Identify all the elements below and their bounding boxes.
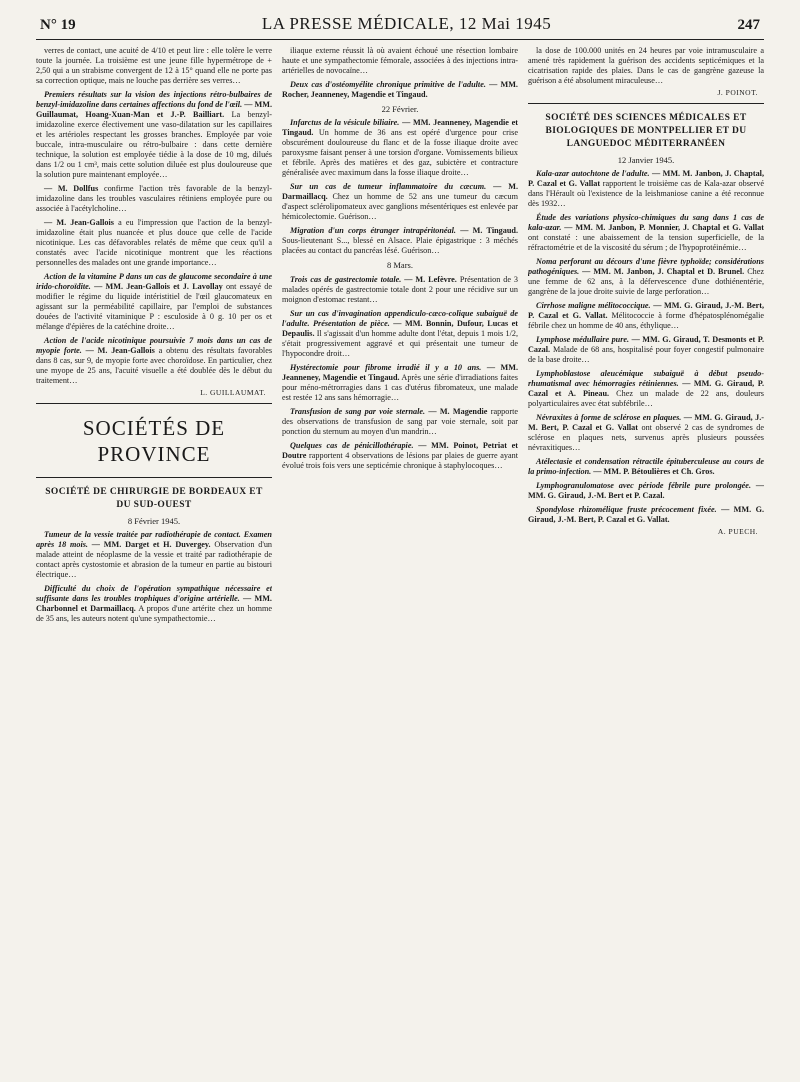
society-heading: SOCIÉTÉ DE CHIRURGIE DE BORDEAUX ET DU SUD-OUEST bbox=[45, 487, 263, 511]
article-entry bbox=[36, 530, 272, 580]
signature: L. GUILLAUMAT. bbox=[200, 388, 266, 397]
article-title: Premiers résultats sur la vision des injections rétro-bulbaires de benzyl-imidazoline dans certaines affections du fond de l'œil. bbox=[36, 90, 272, 109]
divider bbox=[528, 103, 764, 104]
article-authors: — MM. Darget et H. Duvergey. bbox=[91, 540, 211, 550]
article-body: rapporte des observations de transfusion de sang par voie sternale, soit par ponction du sternum au moyen d'un mandrin… bbox=[282, 406, 518, 436]
signature: J. POINOT. bbox=[717, 88, 758, 97]
article-entry bbox=[528, 335, 764, 365]
article-authors: — MM. M. Janbon, J. Chaptal et D. Brunel. bbox=[582, 266, 745, 276]
article-title: Trois cas de gastrectomie totale. bbox=[290, 274, 402, 284]
article-authors: — M. Darmaillacq. bbox=[282, 182, 518, 202]
article-body: Chez un homme de 52 ans une tumeur du cæcum d'aspect sclérolipomateux avec ganglions mésentériques est enlevée par hémicolectomie. Guérison… bbox=[282, 192, 518, 222]
article-entry bbox=[282, 226, 518, 256]
article-authors: — MM. P. Bétoulières et Ch. Gros. bbox=[593, 466, 715, 476]
article-title: Lymphogranulomatose avec période fébrile pure prolongée. bbox=[536, 480, 751, 490]
article-entry bbox=[36, 584, 272, 624]
issue-number: N° 19 bbox=[40, 17, 76, 33]
article-title: Atélectasie et condensation rétractile épituberculeuse au cours de la primo-infection. bbox=[528, 456, 764, 476]
article-entry bbox=[282, 309, 518, 359]
article-body: A propos d'une artérite chez un homme de 35 ans, les auteurs notent qu'une sympathectomie… bbox=[36, 604, 272, 624]
article-title: Migration d'un corps étranger intrapéritonéal. bbox=[290, 226, 456, 236]
article-entry bbox=[282, 363, 518, 403]
masthead bbox=[36, 10, 764, 40]
article-title: Infarctus de la vésicule biliaire. bbox=[290, 118, 400, 128]
article-title: Action de la vitamine P dans un cas de glaucome secondaire à une irido-choroïdite. bbox=[36, 272, 272, 291]
column-2 bbox=[282, 46, 518, 1076]
article-title: Sur un cas d'invagination appendiculo-cæco-colique subaiguë de l'adulte. Présentation de pièce. bbox=[282, 308, 518, 328]
article-entry bbox=[36, 184, 272, 214]
article-body: Sous-lieutenant S..., blessé en Alsace. Plaie épigastrique : 3 méchés placées au contact du pancréas lésé. Guérison… bbox=[282, 236, 518, 256]
article-entry bbox=[528, 413, 764, 453]
article-title: Hystérectomie pour fibrome irradié il y a 10 ans. bbox=[290, 362, 482, 372]
article-entry bbox=[282, 80, 518, 100]
article-body: Après une série d'irradiations faites pour méno-métrorragies dans 1 cas d'utérus fibromateux, une malade est restée 12 ans sans hémorragie… bbox=[282, 372, 518, 402]
article-authors: — M. Dollfus bbox=[44, 184, 99, 193]
article-authors: — MM. Charbonnel et Darmaillacq. bbox=[36, 594, 272, 614]
article-authors: — MM. Guillaumat, Hoang-Xuan-Man et J.-P. Bailliart. bbox=[36, 100, 272, 119]
article-body: Un homme de 36 ans est opéré d'urgence pour crise obscurément douloureuse du flanc et de la fosse iliaque droite avec paroxysme faisant penser à une torsion d'organe. Vomissements bilieux et fébrile. Après des matières et des gaz, subictère et contracture généralisée avec maximum dans la fosse iliaque droite… bbox=[282, 128, 518, 178]
section-banner: SOCIÉTÉS DE PROVINCE bbox=[82, 416, 226, 466]
article-entry bbox=[528, 481, 764, 501]
article-authors: — M. Magendie bbox=[428, 406, 488, 416]
article-title: Étude des variations physico-chimiques du sang dans 1 cas de kala-azar. bbox=[528, 212, 764, 232]
article-title: Transfusion de sang par voie sternale. bbox=[290, 406, 426, 416]
article-body: Chez une femme de 62 ans, à la défervescence d'une dothiénentérie, gangrène de la joue droite suivie de large perforation… bbox=[528, 266, 764, 296]
article-entry bbox=[282, 275, 518, 305]
article-authors: — MM. G. Giraud, T. Desmonts et P. Cazal. bbox=[528, 334, 764, 354]
meeting-date: 12 Janvier 1945. bbox=[617, 154, 675, 165]
article-authors: — MM. Poinot, Petriat et Doutre bbox=[282, 440, 518, 460]
article-title: Kala-azar autochtone de l'adulte. bbox=[536, 168, 650, 178]
article-title: Lymphoblastose aleucémique subaiguë à début pseudo-rhumatismal avec hémorragies rétiniennes. bbox=[528, 368, 764, 388]
article-title: Deux cas d'ostéomyélite chronique primitive de l'adulte. bbox=[290, 80, 486, 89]
article-authors: — M. Jean-Gallois bbox=[85, 346, 155, 355]
article-body: La benzyl-imidazoline exerce électivement une vaso-dilatation sur les capillaires et les artérioles respectant les grosses branches. Employée par voie buccale, intra-musculaire ou rétro-bulbaire : dans cette dernière technique, la solution est employée tiédie à la dose de 10 mg, dilués dans 1/2 ou 1 cm³, mais cette solution diluée est plus douloureuse que la solution pure maintenant employée… bbox=[36, 110, 272, 179]
article-authors: — MM. G. Giraud, J.-M. Bert, P. Cazal et G. Vallat bbox=[528, 412, 764, 432]
meeting-date: 22 Février. bbox=[381, 104, 419, 114]
article-body: Malade de 68 ans, hospitalisé pour foyer congestif pulmonaire de la base droite… bbox=[528, 344, 764, 364]
divider bbox=[36, 403, 272, 404]
page-number: 247 bbox=[737, 17, 760, 33]
article-authors: — MM. G. Giraud, J.-M. Bert, P. Cazal et G. Vallat. bbox=[528, 300, 764, 320]
article-entry bbox=[36, 218, 272, 268]
article-authors: — MM. Bonnin, Dufour, Lucas et Depaulis. bbox=[282, 318, 518, 338]
article-entry bbox=[528, 369, 764, 409]
article-body: Il s'agissait d'un homme adulte dont l'état, depuis 1 mois 1/2, s'était progressivement aggravé et qui présentait une tumeur de l'hypocondre droit… bbox=[282, 328, 518, 358]
article-title: Cirrhose maligne mélitococcique. bbox=[536, 300, 651, 310]
article-body: Mélitococcie à forme d'hépatosplénomégalie fébrile chez un homme de 40 ans, éthylique… bbox=[528, 310, 764, 330]
article-title: Spondylose rhizomélique fruste précocement fixée. bbox=[536, 504, 717, 514]
publication-title: LA PRESSE MÉDICALE, 12 Mai 1945 bbox=[261, 14, 552, 33]
article-body: confirme l'action très favorable de la benzyl-imidazoline dans les troubles vasculaires rétiniens employée pure ou associée à l'acétylcholine… bbox=[36, 184, 272, 213]
article-authors: — M. Tingaud. bbox=[460, 226, 518, 236]
article-authors: — M. Jean-Gallois bbox=[44, 218, 114, 227]
col1-intro: verres de contact, une acuité de 4/10 et peut lire : elle tolère le verre toute la journée. La troisième est une jeune fille hypermétrope de + 2,50 qui a un strabisme convergent de 12 à 15° quand elle ne porte pas sa correction optique, mais ne louche pas derrière ses verres… bbox=[36, 46, 272, 85]
article-authors: — MM. M. Janbon, J. Chaptal, P. Cazal et G. Vallat bbox=[528, 168, 764, 188]
article-authors: — MM. G. Giraud, J.-M. Bert et P. Cazal. bbox=[528, 480, 764, 500]
article-title: Lymphose médullaire pure. bbox=[536, 334, 630, 344]
article-title: Action de l'acide nicotinique poursuivie 7 mois dans un cas de myopie forte. bbox=[36, 336, 272, 355]
signature: A. PUECH. bbox=[717, 526, 758, 536]
article-title: Sur un cas de tumeur inflammatoire du cæcum. bbox=[290, 182, 487, 192]
article-entry bbox=[282, 407, 518, 437]
col2-intro: iliaque externe réussit là où avaient échoué une résection lombaire haute et une sympathectomie fémorale, associées à des injections intra-artérielles de novocaïne… bbox=[282, 46, 518, 75]
article-entry bbox=[282, 118, 518, 178]
article-title: Quelques cas de pénicillothérapie. bbox=[290, 440, 414, 450]
divider bbox=[36, 477, 272, 478]
article-body: Chez un malade de 22 ans, douleurs polyarticulaires avec état subfébrile… bbox=[528, 388, 764, 408]
article-body: Présentation de 3 malades opérés de gastrectomie totale dont 2 pour une récidive sur un moignon d'estomac restant… bbox=[282, 274, 518, 304]
col3-intro: la dose de 100.000 unités en 24 heures par voie intramusculaire a amené très rapidement la guérison des accidents septicémiques et la cicatrisation rapide des plaies. Dans le cas de gangrène gazeuse la guérison a été absolument miraculeuse… bbox=[528, 46, 764, 85]
article-authors: — MM. M. Janbon, P. Monnier, J. Chaptal et G. Vallat bbox=[564, 222, 764, 232]
article-body: ont essayé de modifier le régime du liquide intéristitiel de l'œil glaucomateux en agissant sur la perméabilité capillaire, par l'emploi de substances douées de l'activité vitaminique P : esculoside à 0 g. 10 per os et mélange d'épières de la catéchine droite… bbox=[36, 282, 272, 331]
article-entry bbox=[36, 272, 272, 332]
article-authors: — MM. Jeanneney, Magendie et Tingaud. bbox=[282, 362, 518, 382]
article-entry bbox=[528, 457, 764, 477]
article-title: Névraxites à forme de sclérose en plaques. bbox=[536, 412, 682, 422]
article-authors: — MM. G. Giraud, P. Cazal et A. Pineau. bbox=[528, 378, 764, 398]
article-title: Difficulté du choix de l'opération sympathique nécessaire et suffisante dans les troubles trophiques d'origine artérielle. bbox=[36, 584, 272, 604]
article-body: rapportent le troisième cas de Kala-azar observé dans l'Hérault où l'existence de la leishmaniose canine a été reconnue dès 1932… bbox=[528, 178, 764, 208]
article-authors: — M. Lefèvre. bbox=[404, 274, 457, 284]
society-heading: SOCIÉTÉ DES SCIENCES MÉDICALES ET BIOLOGIQUES DE MONTPELLIER ET DU LANGUEDOC MÉDITERRANÉEN bbox=[545, 113, 747, 149]
column-1 bbox=[36, 46, 272, 1076]
article-body: a eu l'impression que l'action de la benzyl-imidazoline était plus nuancée et plus douce que celle de l'acide nicotinique. Les cas défavorables relatés de même que ceux qu'il a constatés avec l'acide nicotinique montrent que les réactions personnelles des malades ont une grande importance… bbox=[36, 218, 272, 267]
article-entry bbox=[36, 90, 272, 180]
article-body: Observation d'un malade atteint de néoplasme de la vessie et traité par radiothérapie de contact après cystostomie et abrasion de la tumeur en partie au bistouri électrique… bbox=[36, 540, 272, 580]
article-authors: — MM. Rocher, Jeanneney, Magendie et Tingaud. bbox=[282, 80, 518, 99]
article-body: rapportent 4 observations de lésions par plaies de guerre ayant évolué trois fois vers une septicémie chronique à staphylocoques… bbox=[282, 450, 518, 470]
meeting-date: 8 Mars. bbox=[387, 260, 413, 271]
column-3 bbox=[528, 46, 764, 1076]
article-title: Noma perforant au décours d'une fièvre typhoïde; considérations pathogéniques. bbox=[528, 256, 764, 276]
article-body: ont constaté : une abaissement de la tension superficielle, de la réfractométrie et de la viscosité du sérum ; de l'hypoprotéinémie… bbox=[528, 232, 764, 252]
article-authors: — MM. Jean-Gallois et J. Lavollay bbox=[94, 282, 223, 291]
article-entry bbox=[528, 505, 764, 525]
article-entry bbox=[528, 213, 764, 253]
article-title: Tumeur de la vessie traitée par radiothérapie de contact. Examen après 18 mois. bbox=[36, 530, 272, 550]
article-authors: — MM. G. Giraud, J.-M. Bert, P. Cazal et G. Vallat. bbox=[528, 504, 764, 524]
article-entry bbox=[36, 336, 272, 386]
article-body: a obtenu des résultats favorables dans 8 cas, sur 9, de myopie forte avec choroïdose. En particulier, chez une myope de 25 ans, l'acuité visuelle a été doublée dès le début du traitement… bbox=[36, 346, 272, 385]
article-entry bbox=[528, 301, 764, 331]
article-entry bbox=[282, 182, 518, 222]
article-authors: — MM. Jeanneney, Magendie et Tingaud. bbox=[282, 118, 518, 138]
article-entry bbox=[528, 169, 764, 209]
article-entry bbox=[528, 257, 764, 297]
article-entry bbox=[282, 441, 518, 471]
meeting-date: 8 Février 1945. bbox=[127, 515, 181, 526]
article-body: ont observé 2 cas de syndromes de sclérose en plaques nets, survenus après plusieurs poussées névraxitiques… bbox=[528, 422, 764, 452]
